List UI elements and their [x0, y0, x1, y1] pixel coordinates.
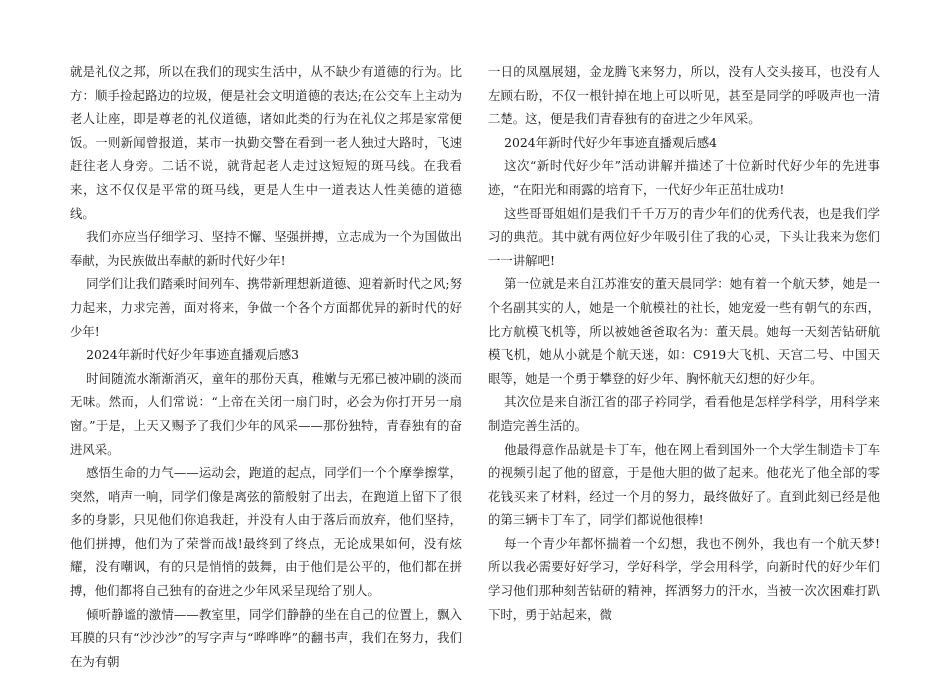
paragraph-moral-line: 就是礼仪之邦，所以在我们的现实生活中，从不缺少有道德的行为。比方：顺手捡起路边的垃圾，便是社会文明道德的表达;在公交车上主动为老人让座，即是尊老的礼仪道德，诸如此类的行为在礼仪之邦是家常便饭。一则新闻曾报道，某市一执勤交警在看到一老人独过大路时，飞速赶往老人身旁。二话不说，就背起老人走过这短短的斑马线。在我看来，这不仅仅是平常的斑马线，更是人生中一道表达人性美德的道德线。 — [70, 64, 462, 221]
left-column — [70, 60, 462, 673]
paragraph-sports-meet: 感悟生命的力气——运动会，跑道的起点，同学们一个个摩拳擦掌，突然，哨声一响，同学们像是离弦的箭般射了出去，在跑道上留下了很多的身影，只见他们你追我赶，并没有人由于落后而放弃，他们坚持，他们拼搏，他们为了荣誉而战!最终到了终点，无论成果如何，没有炫耀，没有嘲讽，有的只是悄悄的鼓舞，由于他们是公平的，他们都在拼搏，他们都将自己独有的奋进之少年风采呈现给了别人。 — [70, 465, 462, 599]
paragraph-time-flows: 时间随流水渐渐消灭，童年的那份天真，稚嫩与无邪已被冲刷的淡而无味。然而，人们常说：“上帝在关闭一扇门时，必会为你打开另一扇窗。”于是，上天又赐予了我们少年的风采——那份独特，青春独有的奋进风采。 — [70, 370, 462, 457]
paragraph-phoenix: 一日的凤凰展翅，金龙腾飞来努力，所以，没有人交头接耳，也没有人左顾右盼，不仅一根针掉在地上可以听见，甚至是同学的呼吸声也一清二楚。这，便是我们青春独有的奋进之少年风采。 — [488, 64, 880, 127]
paragraph-study-hard: 我们亦应当仔细学习、坚持不懈、坚强拼搏，立志成为一个为国做出奉献，为民族做出奉献的新时代好少年! — [70, 229, 462, 268]
paragraph-role-models: 这些哥哥姐姐们是我们千千万万的青少年们的优秀代表，也是我们学习的典范。其中就有两位好少年吸引住了我的心灵，下头让我来为您们一一讲解吧! — [488, 205, 880, 268]
paragraph-space-dream: 每一个青少年都怀揣着一个幻想，我也不例外，我也有一个航天梦!所以我必需要好好学习，学好科学，学会用科学，向新时代的好少年们学习他们那种刻苦钻研的精神，挥洒努力的汗水，当被一次次困难打趴下时，勇于站起来，微 — [488, 535, 880, 622]
paragraph-dong-tianchen: 第一位就是来自江苏淮安的董天晨同学：她有着一个航天梦，她是一个名副其实的人，她是一个航模社的社长，她宠爱一些有朝气的东西，比方航模飞机等，所以被她爸爸取名为：董天晨。她每一天刻苦钻研航模飞机，她从小就是个航天迷，如：C919大飞机、天宫二号、中国天眼等，她是一个勇于攀登的好少年、胸怀航天幻想的好少年。 — [488, 276, 880, 386]
paragraph-activity-intro: 这次“新时代好少年”活动讲解并描述了十位新时代好少年的先进事迹，“在阳光和雨露的培育下，一代好少年正茁壮成功! — [488, 158, 880, 197]
section-heading-3: 2024年新时代好少年事迹直播观后感3 — [86, 347, 299, 363]
right-column — [488, 60, 880, 626]
paragraph-new-era-train: 同学们让我们踏乘时间列车、携带新理想新道德、迎着新时代之风;努力起来，力求完善，面对将来，争做一个各个方面都优异的新时代的好少年! — [70, 276, 463, 339]
paragraph-classroom: 倾听静谧的激情——教室里，同学们静静的坐在自己的位置上，飘入耳膜的只有“沙沙沙”的写字声与“哗哗哗”的翻书声，我们在努力，我们在为有朝 — [70, 606, 462, 669]
section-heading-4: 2024年新时代好少年事迹直播观后感4 — [504, 134, 717, 150]
paragraph-shao-zijin: 其次位是来自浙江省的邵子衿同学，看看他是怎样学科学，用科学来制造完善生活的。 — [488, 394, 880, 433]
paragraph-kart: 他最得意作品就是卡丁车，他在网上看到国外一个大学生制造卡丁车的视频引起了他的留意，于是他大胆的做了起来。他花光了他全部的零花钱买来了材料，经过一个月的努力，最终做好了。直到此刻已经是他的第三辆卡丁车了，同学们都说他很棒! — [488, 441, 880, 528]
